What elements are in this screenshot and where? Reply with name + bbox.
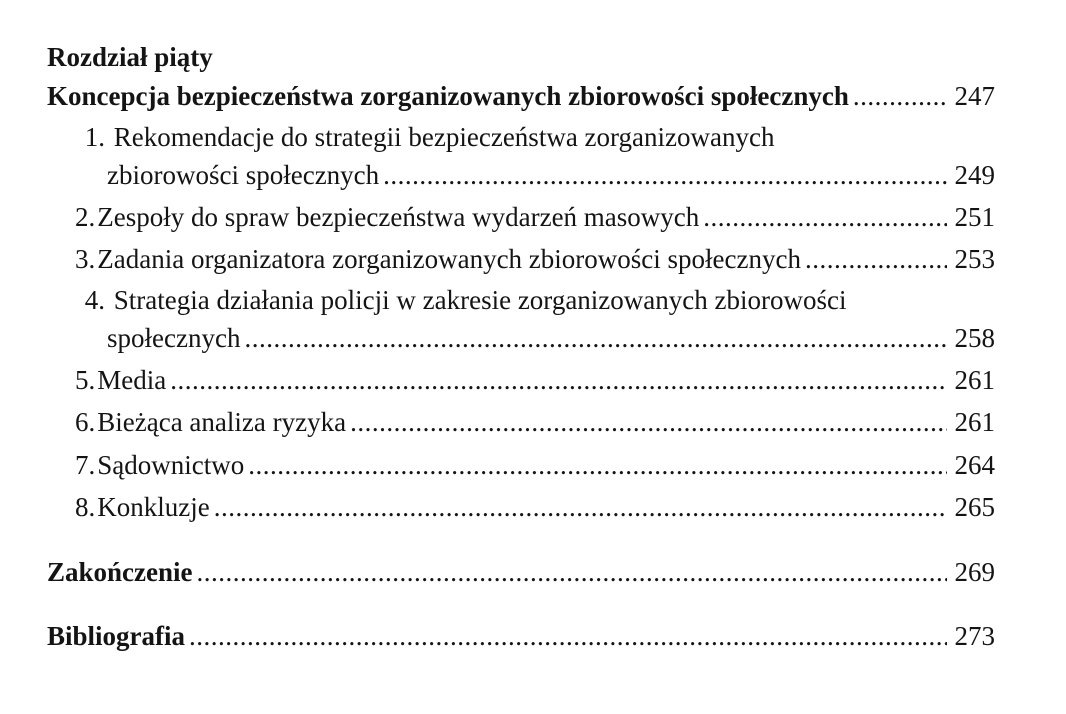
toc-entry-5[interactable] bbox=[75, 364, 995, 396]
entry-number: 7. bbox=[75, 450, 96, 480]
page-number: 273 bbox=[954, 621, 995, 651]
entry-title-line2: społecznych bbox=[107, 323, 241, 353]
toc-entry-4-first-line[interactable] bbox=[75, 284, 846, 316]
toc-entry-4[interactable] bbox=[107, 322, 995, 354]
page-number: 261 bbox=[954, 365, 995, 395]
page-number: 265 bbox=[954, 492, 995, 522]
toc-entry-1-first-line[interactable] bbox=[75, 121, 774, 153]
dot-leader bbox=[170, 364, 947, 396]
dot-leader bbox=[805, 243, 947, 275]
page-number: 247 bbox=[954, 81, 995, 111]
entry-title-line1: Strategia działania policji w zakresie zorganizowanych zbiorowości bbox=[113, 285, 847, 315]
entry-title: Zadania organizatora zorganizowanych zbiorowości społecznych bbox=[97, 244, 801, 274]
dot-leader bbox=[248, 449, 947, 481]
entry-title: Sądownictwo bbox=[97, 450, 245, 480]
page-number: 249 bbox=[954, 160, 995, 190]
page-number: 269 bbox=[954, 557, 995, 587]
bibliography-title: Bibliografia bbox=[47, 621, 186, 651]
entry-number: 6. bbox=[75, 407, 96, 437]
entry-title: Bieżąca analiza ryzyka bbox=[97, 407, 347, 437]
chapter-title: Koncepcja bezpieczeństwa zorganizowanych zbiorowości społecznych bbox=[47, 81, 849, 111]
toc-entry-8[interactable] bbox=[75, 491, 995, 523]
page-number: 264 bbox=[954, 450, 995, 480]
toc-entry-1[interactable] bbox=[107, 159, 995, 191]
toc-entry-6[interactable] bbox=[75, 406, 995, 438]
entry-title-line1: Rekomendacje do strategii bezpieczeństwa zorganizowanych bbox=[113, 122, 775, 152]
toc-entry-closing[interactable] bbox=[47, 556, 995, 588]
dot-leader bbox=[214, 491, 947, 523]
page-number: 251 bbox=[954, 202, 995, 232]
toc-entry-bibliography[interactable] bbox=[47, 620, 995, 652]
entry-number: 4. bbox=[84, 285, 105, 315]
dot-leader bbox=[383, 159, 947, 191]
entry-title: Zespoły do spraw bezpieczeństwa wydarzeń masowych bbox=[97, 202, 700, 232]
entry-title: Konkluzje bbox=[97, 492, 210, 522]
dot-leader bbox=[350, 406, 947, 438]
dot-leader bbox=[189, 620, 947, 652]
chapter-label: Rozdział piąty bbox=[47, 42, 213, 72]
dot-leader bbox=[197, 556, 948, 588]
page-number: 258 bbox=[954, 323, 995, 353]
closing-title: Zakończenie bbox=[47, 557, 193, 587]
entry-number: 2. bbox=[75, 202, 96, 232]
chapter-title-entry[interactable] bbox=[47, 80, 995, 112]
dot-leader bbox=[853, 80, 947, 112]
page-number: 253 bbox=[954, 244, 995, 274]
dot-leader bbox=[244, 322, 947, 354]
entry-number: 1. bbox=[84, 122, 105, 152]
entry-number: 3. bbox=[75, 244, 96, 274]
toc-entry-2[interactable] bbox=[75, 201, 995, 233]
toc-entry-7[interactable] bbox=[75, 449, 995, 481]
entry-number: 5. bbox=[75, 365, 96, 395]
toc-entry-3[interactable] bbox=[75, 243, 995, 275]
dot-leader bbox=[703, 201, 947, 233]
page-number: 261 bbox=[954, 407, 995, 437]
entry-title: Media bbox=[97, 365, 167, 395]
entry-title-line2: zbiorowości społecznych bbox=[107, 160, 380, 190]
entry-number: 8. bbox=[75, 492, 96, 522]
